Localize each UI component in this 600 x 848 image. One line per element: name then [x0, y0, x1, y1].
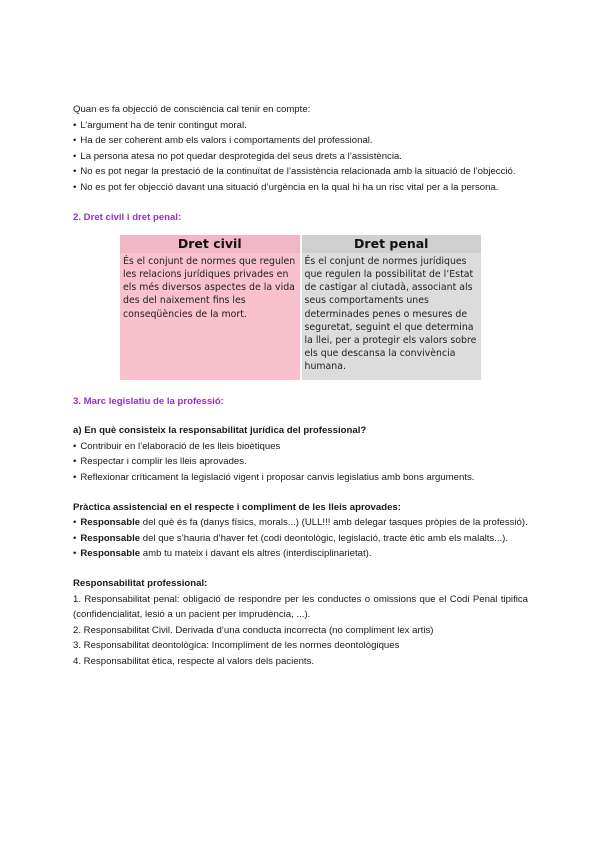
section3-heading: 3. Marc legislatiu de la professió:	[73, 395, 224, 407]
objection-bullet: • L’argument ha de tenir contingut moral.	[73, 118, 528, 134]
professional-responsibility-item: 4. Responsabilitat ètica, respecte al valors dels pacients.	[73, 655, 315, 667]
practice-keyword: Responsable	[80, 548, 141, 560]
objection-bullet: • La persona atesa no pot quedar desprotegida del seus drets a l’assistència.	[73, 149, 528, 165]
civil-definition: És el conjunt de normes que regulen les relacions jurídiques privades en els més diversos aspectes de la vida des del naixement fins les conseqüències de la mort.	[120, 253, 301, 380]
responsibility-bullet: • Respectar i complir les lleis aprovades.	[73, 454, 528, 470]
practice-item	[73, 546, 528, 562]
practice-keyword: Responsable	[80, 517, 141, 529]
objection-bullet: • Ha de ser coherent amb els valors i comportaments del professional.	[73, 133, 528, 149]
professional-responsibility-title: Responsabilitat professional:	[73, 577, 208, 589]
objection-intro: Quan es fa objecció de consciència cal tenir en compte:	[73, 104, 311, 115]
responsibility-bullet: • Contribuir en l’elaboració de les lleis bioètiques	[73, 439, 528, 455]
civil-penal-table	[120, 235, 481, 379]
professional-responsibility-item: 3. Responsabilitat deontològica: Incompliment de les normes deontològiques	[73, 640, 400, 652]
penal-header: Dret penal	[301, 235, 482, 253]
responsibility-question: a) En què consisteix la responsabilitat jurídica del professional?	[73, 425, 367, 437]
professional-responsibility-item: 2. Responsabilitat Civil. Derivada d’una conducta incorrecta (no compliment lex artis)	[73, 624, 434, 636]
responsibility-bullet: • Reflexionar críticament la legislació vigent i proposar canvis legislatius amb bons arguments.	[73, 470, 528, 486]
practice-text: del que s’hauria d’haver fet (codi deontològic, legislació, tracte ètic amb els malalts...).	[140, 532, 509, 544]
document-page	[73, 102, 528, 669]
professional-responsibility-item: 1. Responsabilitat penal: obligació de respondre per les conductes o omissions que el Codi Penal tipifica (confidencialitat, lesió a un pacient per imprudència, ...).	[73, 593, 528, 621]
objection-bullet: • No es pot negar la prestació de la continuïtat de l’assistència relacionada amb la situació de l’objecció.	[73, 164, 528, 180]
civil-header: Dret civil	[120, 235, 301, 253]
practice-text: del què és fa (danys físics, morals...) (ULL!!! amb delegar tasques pròpies de la professió).	[140, 517, 528, 529]
practice-item	[73, 531, 528, 547]
practice-title: Pràctica assistencial en el respecte i compliment de les lleis aprovades:	[73, 501, 401, 513]
practice-item	[73, 515, 528, 531]
practice-text: amb tu mateix i davant els altres (interdisciplinarietat).	[140, 548, 372, 560]
objection-bullet: • No es pot fer objecció davant una situació d’urgència en la qual hi ha un risc vital per a la persona.	[73, 180, 528, 196]
practice-keyword: Responsable	[80, 532, 141, 544]
penal-definition: És el conjunt de normes jurídiques que regulen la possibilitat de l’Estat de castigar al ciutadà, associant als seus comportaments unes determinades penes o mesures de seguretat, seguint el que determina la llei, per a protegir els valors sobre els que descansa la convivència humana.	[301, 253, 482, 380]
section2-heading: 2. Dret civil i dret penal:	[73, 211, 182, 223]
